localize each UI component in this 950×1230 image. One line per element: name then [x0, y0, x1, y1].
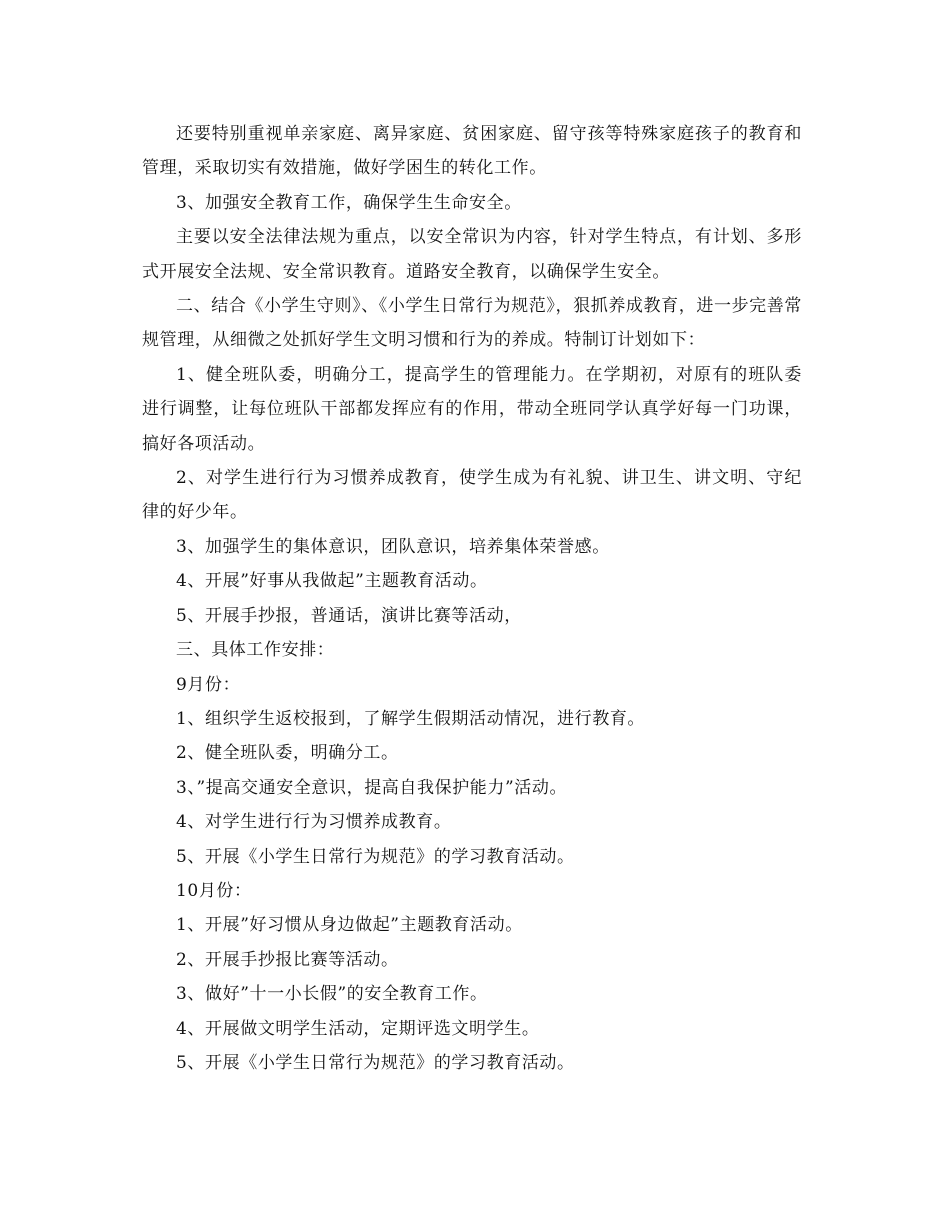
document-body	[142, 117, 802, 1080]
item-safety-education: 3、加强安全教育工作，确保学生生命安全。	[176, 192, 522, 213]
oct-item-3: 3、做好”十一小长假”的安全教育工作。	[176, 984, 488, 1005]
sept-item-1: 1、组织学生返校报到，了解学生假期活动情况，进行教育。	[176, 708, 646, 729]
oct-item-4: 4、开展做文明学生活动，定期评选文明学生。	[176, 1018, 540, 1039]
paragraph-safety-laws: 主要以安全法律法规为重点，以安全常识为内容，针对学生特点，有计划、多形式开展安全法规、安全常识教育。道路安全教育，以确保学生安全。	[142, 227, 802, 282]
oct-item-2: 2、开展手抄报比赛等活动。	[176, 949, 399, 970]
sept-item-3: 3、”提高交通安全意识，提高自我保护能力”活动。	[176, 777, 568, 798]
month-september-heading: 9月份：	[176, 674, 241, 695]
item-collective-awareness: 3、加强学生的集体意识，团队意识，培养集体荣誉感。	[176, 536, 610, 557]
item-class-committee: 1、健全班队委，明确分工，提高学生的管理能力。在学期初，对原有的班队委进行调整，让每位班队干部都发挥应有的作用，带动全班同学认真学好每一门功课，搞好各项活动。	[142, 364, 802, 454]
section-three-heading: 三、具体工作安排：	[176, 640, 335, 661]
item-competitions: 5、开展手抄报，普通话，演讲比赛等活动，	[176, 605, 522, 626]
sept-item-2: 2、健全班队委，明确分工。	[176, 743, 399, 764]
sept-item-5: 5、开展《小学生日常行为规范》的学习教育活动。	[176, 846, 575, 867]
item-good-deeds-activity: 4、开展”好事从我做起”主题教育活动。	[176, 571, 488, 592]
paragraph-special-families: 还要特别重视单亲家庭、离异家庭、贫困家庭、留守孩等特殊家庭孩子的教育和管理，采取切实有效措施，做好学困生的转化工作。	[142, 124, 802, 179]
section-two-heading: 二、结合《小学生守则》、《小学生日常行为规范》，狠抓养成教育，进一步完善常规管理，从细微之处抓好学生文明习惯和行为的养成。特制订计划如下：	[142, 296, 802, 351]
oct-item-1: 1、开展”好习惯从身边做起”主题教育活动。	[176, 915, 523, 936]
oct-item-5: 5、开展《小学生日常行为规范》的学习教育活动。	[176, 1052, 575, 1073]
month-october-heading: 10月份：	[176, 880, 252, 901]
item-habit-education: 2、对学生进行行为习惯养成教育，使学生成为有礼貌、讲卫生、讲文明、守纪律的好少年。	[142, 468, 802, 523]
sept-item-4: 4、对学生进行行为习惯养成教育。	[176, 812, 452, 833]
